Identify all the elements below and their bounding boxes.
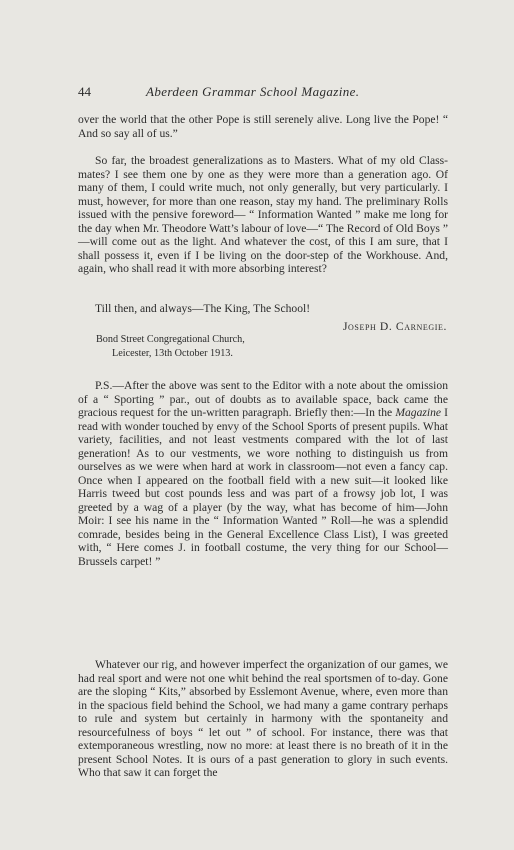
paragraph-till-then: Till then, and always—The King, The School!: [95, 302, 311, 315]
address-line-church: Bond Street Congregational Church,: [96, 334, 245, 345]
page-number: 44: [78, 84, 91, 99]
postscript-text-start: P.S.—After the above was sent to the Editor with a note about the omission of a “ Sporting ” par., out of doubts as to available space, back came the gracious request for the un-written paragraph. Briefly then:—In the: [78, 379, 448, 419]
address-line-date: Leicester, 13th October 1913.: [112, 348, 233, 359]
running-title: Aberdeen Grammar School Magazine.: [146, 84, 360, 99]
paragraph-sport: Whatever our rig, and however imperfect the organization of our games, we had real sport and were not one whit behind the real sportsmen of to-day. Gone are the sloping “ Kits,” absorbed by Esslemont Avenue, where, even more than in the spacious field behind the School, we had many a game contrary perhaps to rule and system but certainly in harmony with the spontaneity and resourcefulness of boys “ let out ” of school. For instance, there was that extemporaneous wrestling, now no more: at least there is no breath of it in the present School Notes. It is ours of a past generation to glory in such events. Who that saw it can forget the: [78, 658, 448, 779]
postscript-text-end: I read with wonder touched by envy of the School Sports of present pupils. What variety, facilities, and not least vestments compared with the lot of last generation! As to our vestments, we wore nothing to distinguish us from ourselves as we were when hard at work in classroom—not even a fancy cap. Once when I appeared on the football field with a new suit—it looked like Harris tweed but cost pounds less and was part of a frowsy job lot, I was greeted by a wag of a player (by the way, what has become of him—John Moir: I see his name in the “ Information Wanted ” Roll—he was a splendid comrade, besides being in the General Excellence Class List), I was greeted with, “ Here comes J. in football costume, the very thing for our School—Brussels carpet! ”: [78, 406, 449, 568]
paragraph-postscript: [78, 379, 448, 568]
paragraph-class-mates: So far, the broadest generalizations as to Masters. What of my old Class-mates? I see them one by one as they were more than a generation ago. Of many of them, I could write much, not only generally, but very particularly. I must, however, for more than one reason, stay my hand. The preliminary Rolls issued with the pensive foreword— “ Information Wanted ” make me long for the day when Mr. Theodore Watt’s labour of love—“ The Record of Old Boys ” —will come out as the light. And whatever the cost, of this I am sure, that I shall possess it, even if I be living on the door-step of the Workhouse. And, again, who shall read it with more absorbing interest?: [78, 154, 448, 275]
paragraph-pope: over the world that the other Pope is still serenely alive. Long live the Pope! “ And so say all of us.”: [78, 113, 448, 140]
magazine-italic: Magazine: [395, 406, 442, 419]
signature: Joseph D. Carnegie.: [342, 320, 447, 333]
